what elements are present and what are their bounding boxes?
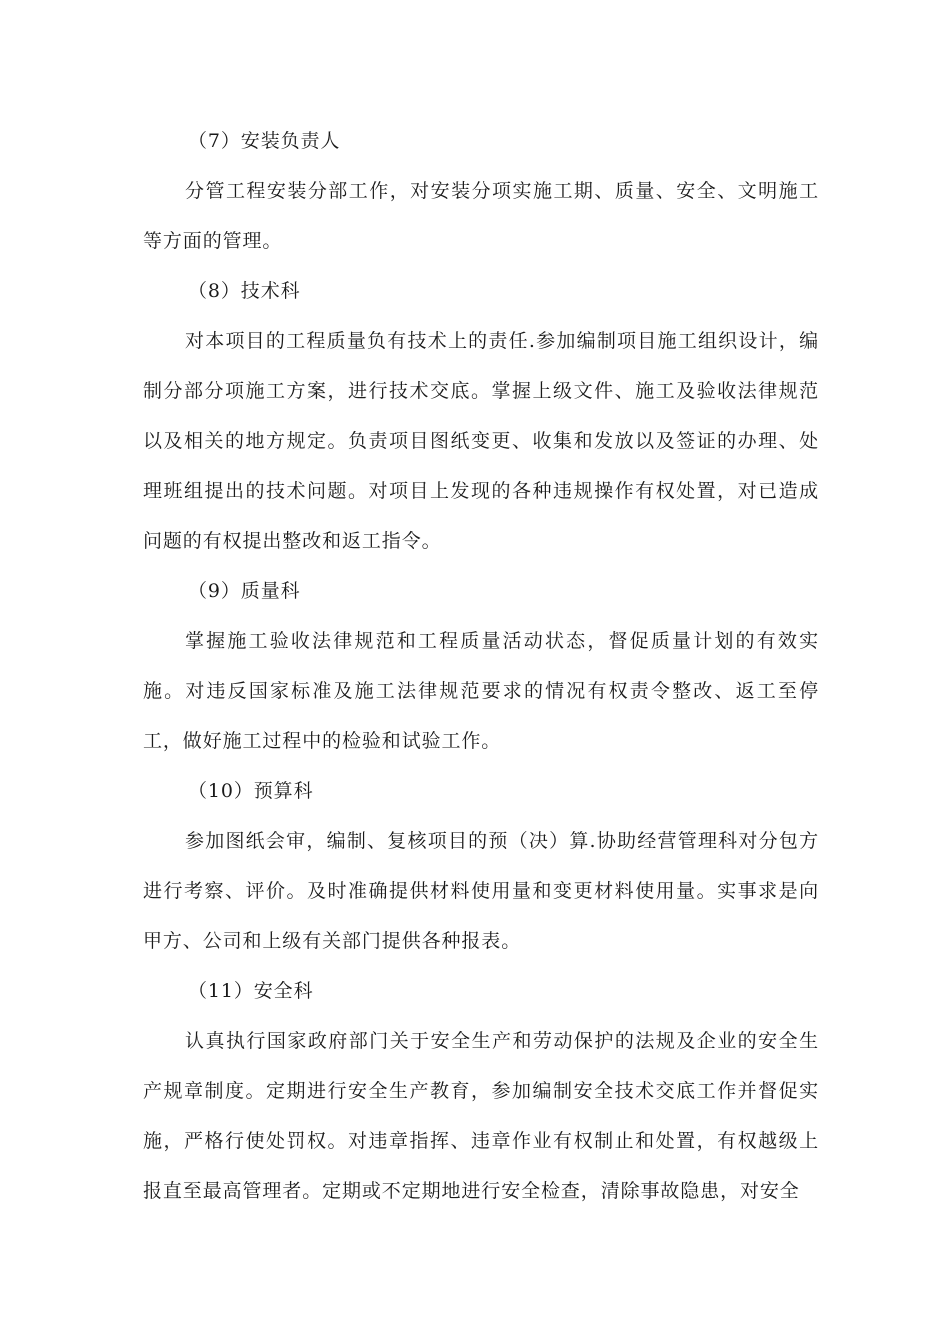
section-heading-10: （10）预算科 bbox=[188, 780, 314, 802]
section-body-9: 掌握施工验收法律规范和工程质量活动状态，督促质量计划的有效实施。对违反国家标准及施工法律规范要求的情况有权责令整改、返工至停工，做好施工过程中的检验和试验工作。 bbox=[143, 630, 819, 752]
section-heading-7: （7）安装负责人 bbox=[188, 130, 341, 152]
section-heading-11: （11）安全科 bbox=[188, 980, 314, 1002]
section-heading-9: （9）质量科 bbox=[188, 580, 301, 602]
document-body bbox=[143, 116, 819, 1216]
section-body-11: 认真执行国家政府部门关于安全生产和劳动保护的法规及企业的安全生产规章制度。定期进行安全生产教育，参加编制安全技术交底工作并督促实施，严格行使处罚权。对违章指挥、违章作业有权制止和处置，有权越级上报直至最高管理者。定期或不定期地进行安全检查，清除事故隐患，对安全 bbox=[143, 1030, 819, 1202]
section-body-7: 分管工程安装分部工作，对安装分项实施工期、质量、安全、文明施工等方面的管理。 bbox=[143, 180, 819, 252]
section-heading-8: （8）技术科 bbox=[188, 280, 301, 302]
section-body-10: 参加图纸会审，编制、复核项目的预（决）算.协助经营管理科对分包方进行考察、评价。及时准确提供材料使用量和变更材料使用量。实事求是向甲方、公司和上级有关部门提供各种报表。 bbox=[143, 830, 819, 952]
section-body-8: 对本项目的工程质量负有技术上的责任.参加编制项目施工组织设计，编制分部分项施工方案，进行技术交底。掌握上级文件、施工及验收法律规范以及相关的地方规定。负责项目图纸变更、收集和发放以及签证的办理、处理班组提出的技术问题。对项目上发现的各种违规操作有权处置，对已造成问题的有权提出整改和返工指令。 bbox=[143, 330, 819, 552]
